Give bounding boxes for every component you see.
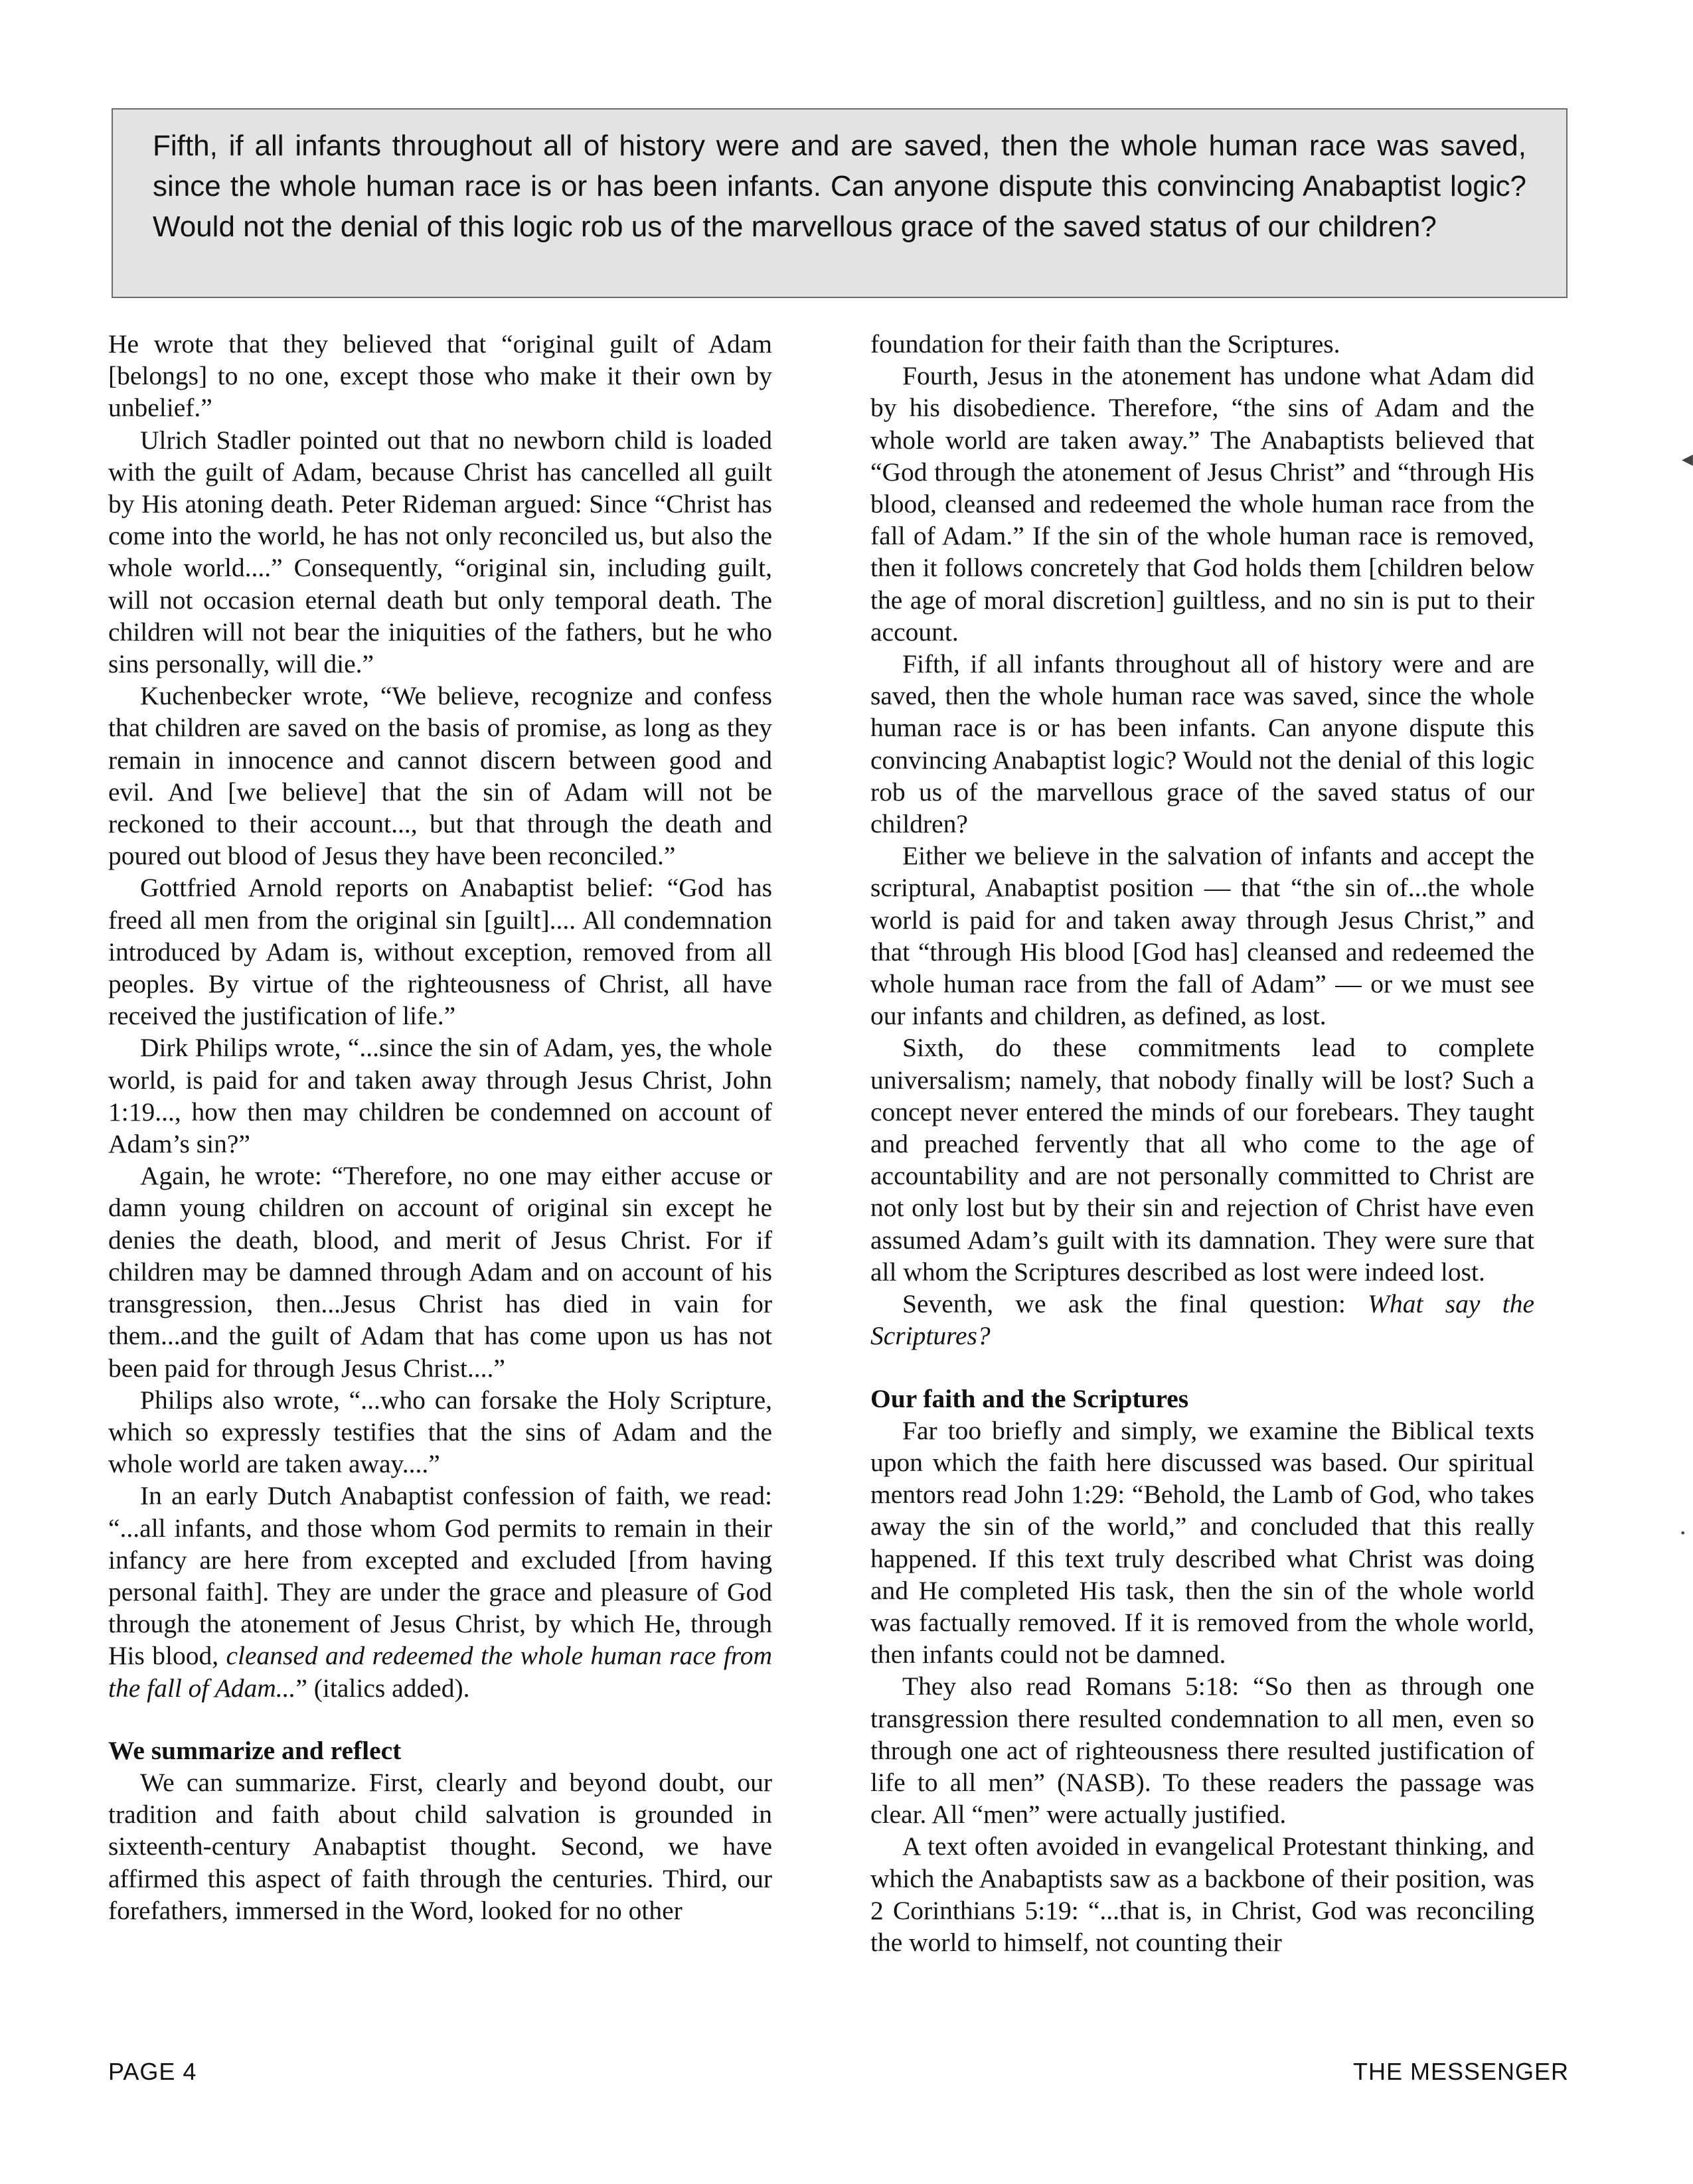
- paragraph: We can summarize. First, clearly and beyond doubt, our tradition and faith about child salvation is grounded in sixteenth-century Anabaptist thought. Second, we have affirmed this aspect of faith through the centuries. Third, our forefathers, immersed in the Word, looked for no other: [108, 1767, 772, 1925]
- paragraph: [870, 1288, 1534, 1352]
- paragraph: A text often avoided in evangelical Protestant thinking, and which the Anabaptists saw as a backbone of their position, was 2 Corinthians 5:19: “...that is, in Christ, God was reconciling the world to himself, not counting their: [870, 1832, 1534, 1957]
- pull-quote-box: [112, 108, 1568, 298]
- italic-text: What say the Scriptures?: [870, 1289, 1534, 1351]
- paragraph: Again, he wrote: “Therefore, no one may either accuse or damn young children on account of original sin except he denies the death, blood, and merit of Jesus Christ. For if children may be damned through Adam and on account of his transgression, then...Jesus Christ has died in vain for them...and the guilt of Adam that has come upon us has not been paid for through Jesus Christ....”: [108, 1161, 772, 1383]
- paragraph: Philips also wrote, “...who can forsake the Holy Scripture, which so expressly testifies that the sins of Adam and the whole world are taken away....”: [108, 1385, 772, 1479]
- paragraph: [108, 1480, 772, 1703]
- right-column: [870, 328, 1534, 1958]
- text-run: Seventh, we ask the final question:: [902, 1289, 1368, 1319]
- paragraph: Fifth, if all infants throughout all of history were and are saved, then the whole human race was saved, since the whole human race is or has been infants. Can anyone dispute this convincing Anabaptist logic? Would not the denial of this logic rob us of the marvellous grace of the saved status of our children?: [870, 649, 1534, 839]
- paragraph: Kuchenbecker wrote, “We believe, recognize and confess that children are saved on the basis of promise, as long as they remain in innocence and cannot discern between good and evil. And [we believe] that the sin of Adam will not be reckoned to their account..., but that through the death and poured out blood of Jesus they have been reconciled.”: [108, 681, 772, 871]
- pull-quote-text: Fifth, if all infants throughout all of history were and are saved, then the whole human race was saved, since the whole human race is or has been infants. Can anyone dispute this convincing Anabaptist logic? Would not the denial of this logic rob us of the marvellous grace of the saved status of our children?: [153, 129, 1526, 243]
- scan-dot-icon: •: [1680, 1527, 1686, 1539]
- paragraph: Dirk Philips wrote, “...since the sin of Adam, yes, the whole world, is paid for and taken away through Jesus Christ, John 1:19..., how then may children be condemned on account of Adam’s sin?”: [108, 1033, 772, 1159]
- page-number: PAGE 4: [108, 2058, 197, 2085]
- section-heading: We summarize and reflect: [108, 1735, 402, 1765]
- publication-name: THE MESSENGER: [1352, 2058, 1569, 2085]
- paragraph: Gottfried Arnold reports on Anabaptist belief: “God has freed all men from the original sin [guilt].... All condemnation introduced by Adam is, without exception, removed from all peoples. By virtue of the righteousness of Christ, all have received the justification of life.”: [108, 873, 772, 1031]
- scan-mark-icon: ◀: [1682, 451, 1693, 468]
- paragraph: Either we believe in the salvation of infants and accept the scriptural, Anabaptist position — that “the sin of...the whole world is paid for and taken away through Jesus Christ,” and that “through His blood [God has] cleansed and redeemed the whole human race from the fall of Adam” — or we must see our infants and children, as defined, as lost.: [870, 841, 1534, 1031]
- paragraph: foundation for their faith than the Scriptures.: [870, 329, 1340, 358]
- left-column: [108, 328, 772, 1926]
- paragraph: Sixth, do these commitments lead to complete universalism; namely, that nobody finally will be lost? Such a concept never entered the minds of our forebears. They taught and preached fervently that all who come to the age of accountability and are not personally committed to Christ are not only lost but by their sin and rejection of Christ have even assumed Adam’s guilt with its damnation. They were sure that all whom the Scriptures described as lost were indeed lost.: [870, 1033, 1534, 1287]
- text-run: ” (italics added).: [295, 1673, 470, 1703]
- text-run: In an early Dutch Anabaptist confession of faith, we read: “...all infants, and those whom God permits to remain in their infancy are here from excepted and excluded [from having personal faith]. They are under the grace and pleasure of God through the atonement of Jesus Christ, by which He, through His blood,: [108, 1481, 772, 1671]
- paragraph: Ulrich Stadler pointed out that no newborn child is loaded with the guilt of Adam, because Christ has cancelled all guilt by His atoning death. Peter Rideman argued: Since “Christ has come into the world, he has not only reconciled us, but also the whole world....” Consequently, “original sin, including guilt, will not occasion eternal death but only temporal death. The children will not bear the iniquities of the fathers, but he who sins personally, will die.”: [108, 425, 772, 679]
- paragraph: Fourth, Jesus in the atonement has undone what Adam did by his disobedience. Therefore, “the sins of Adam and the whole world are taken away.” The Anabaptists believed that “God through the atonement of Jesus Christ” and “through His blood, cleansed and redeemed the whole human race from the fall of Adam.” If the sin of the whole human race is removed, then it follows concretely that God holds them [children below the age of moral discretion] guiltless, and no sin is put to their account.: [870, 361, 1534, 647]
- section-heading: Our faith and the Scriptures: [870, 1383, 1189, 1413]
- paragraph: He wrote that they believed that “original guilt of Adam [belongs] to no one, except those who make it their own by unbelief.”: [108, 329, 772, 423]
- italic-text: cleansed and redeemed the whole human race from the fall of Adam...: [108, 1641, 772, 1703]
- paragraph: Far too briefly and simply, we examine the Biblical texts upon which the faith here discussed was based. Our spiritual mentors read John 1:29: “Behold, the Lamb of God, who takes away the sin of the world,” and concluded that this really happened. If this text truly described what Christ was doing and He completed His task, then the sin of the whole world was factually removed. If it is removed from the whole world, then infants could not be damned.: [870, 1415, 1534, 1670]
- paragraph: They also read Romans 5:18: “So then as through one transgression there resulted condemnation to all men, even so through one act of righteousness there resulted justification of life to all men” (NASB). To these readers the passage was clear. All “men” were actually justified.: [870, 1672, 1534, 1830]
